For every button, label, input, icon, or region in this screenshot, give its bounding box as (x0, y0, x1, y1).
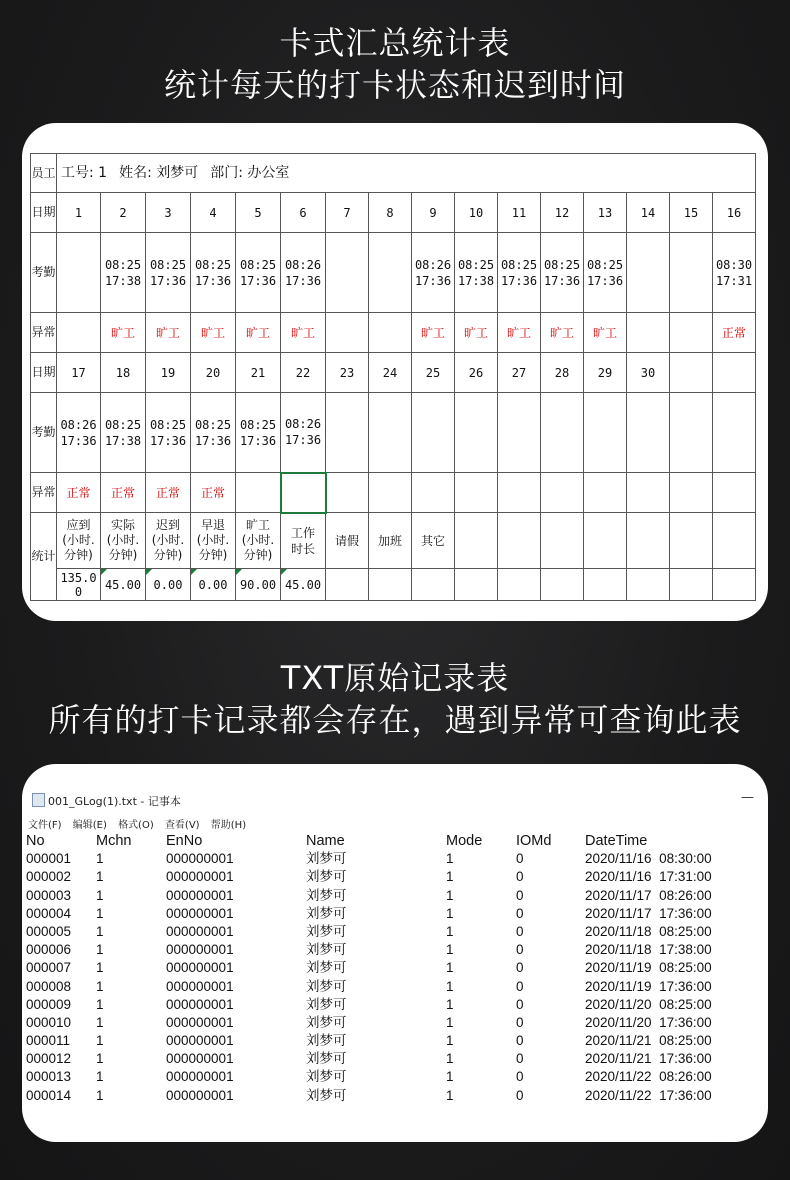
col-enno: 000000001 (166, 869, 234, 885)
status-cell[interactable] (369, 473, 412, 513)
attendance-time-cell[interactable] (670, 233, 713, 313)
date-cell[interactable]: 19 (146, 353, 191, 393)
col-mchn: 1 (96, 851, 104, 867)
col-datetime: 2020/11/17 17:36:00 (585, 905, 712, 921)
stats-value-cell[interactable] (412, 569, 455, 601)
col-datetime: 2020/11/18 17:38:00 (585, 942, 712, 958)
date-row-label[interactable]: 日期 (31, 193, 57, 233)
col-no: 000008 (26, 978, 72, 994)
col-datetime: 2020/11/17 08:26:00 (585, 887, 712, 903)
col-name: 刘梦可 (306, 869, 347, 885)
status-cell[interactable]: 旷工 (498, 313, 541, 353)
attendance-time-cell[interactable]: 08:25 17:36 (584, 233, 627, 313)
col-mode: 1 (446, 996, 454, 1012)
status-cell[interactable] (326, 313, 369, 353)
col-iomd: 0 (516, 1069, 524, 1085)
date-cell[interactable]: 18 (101, 353, 146, 393)
col-datetime: 2020/11/16 08:30:00 (585, 851, 712, 867)
abnormal-row-label[interactable]: 异常 (31, 313, 57, 353)
status-cell[interactable]: 正常 (57, 473, 101, 513)
stats-value-cell[interactable]: 135.0 0 (57, 569, 101, 601)
col-iomd: 0 (516, 996, 524, 1012)
status-cell[interactable]: 旷工 (541, 313, 584, 353)
col-no: 000002 (26, 869, 72, 885)
txt-heading-subtitle: 所有的打卡记录都会存在，遇到异常可查询此表 (48, 701, 742, 739)
col-name-header: Name (306, 833, 345, 849)
date-cell[interactable] (713, 353, 756, 393)
menu-file[interactable]: 文件(F) (28, 820, 62, 831)
col-enno: 000000001 (166, 923, 234, 939)
date-cell[interactable]: 30 (627, 353, 670, 393)
notepad-menu-bar (28, 816, 254, 831)
col-datetime: 2020/11/19 08:25:00 (585, 960, 712, 976)
col-name: 刘梦可 (306, 1087, 347, 1103)
date-cell[interactable]: 20 (191, 353, 236, 393)
attendance-time-cell[interactable]: 08:26 17:36 (281, 233, 326, 313)
menu-view[interactable]: 查看(V) (164, 820, 200, 831)
attendance-row-label[interactable]: 考勤 (31, 393, 57, 473)
col-mode: 1 (446, 960, 454, 976)
date-cell[interactable]: 5 (236, 193, 281, 233)
col-enno: 000000001 (166, 851, 234, 867)
col-no: 000004 (26, 905, 72, 921)
col-mchn: 1 (96, 923, 104, 939)
col-mode: 1 (446, 1069, 454, 1085)
attendance-time-cell[interactable] (541, 393, 584, 473)
status-cell[interactable] (627, 313, 670, 353)
status-cell[interactable]: 正常 (191, 473, 236, 513)
attendance-time-cell[interactable]: 08:25 17:36 (146, 393, 191, 473)
date-cell[interactable]: 15 (670, 193, 713, 233)
date-cell[interactable]: 2 (101, 193, 146, 233)
status-cell[interactable] (498, 473, 541, 513)
attendance-time-cell[interactable]: 08:25 17:36 (541, 233, 584, 313)
col-mode: 1 (446, 1033, 454, 1049)
notepad-title: 001_GLog(1).txt - 记事本 (48, 795, 181, 808)
col-no: 000010 (26, 1014, 72, 1030)
col-datetime: 2020/11/22 17:36:00 (585, 1087, 712, 1103)
col-datetime: 2020/11/20 08:25:00 (585, 996, 712, 1012)
status-cell[interactable]: 旷工 (191, 313, 236, 353)
col-mchn: 1 (96, 942, 104, 958)
date-cell[interactable]: 27 (498, 353, 541, 393)
attendance-time-cell[interactable] (369, 233, 412, 313)
stats-header-cell[interactable]: 请假 (326, 513, 369, 569)
date-cell[interactable]: 26 (455, 353, 498, 393)
attendance-sheet-card (22, 123, 768, 621)
date-row-label[interactable]: 日期 (31, 353, 57, 393)
col-name: 刘梦可 (306, 905, 347, 921)
attendance-time-cell[interactable]: 08:25 17:38 (101, 393, 146, 473)
col-mchn: 1 (96, 1014, 104, 1030)
attendance-time-cell[interactable] (412, 393, 455, 473)
attendance-time-cell[interactable]: 08:25 17:38 (455, 233, 498, 313)
stats-value-cell[interactable] (498, 569, 541, 601)
date-cell[interactable]: 16 (713, 193, 756, 233)
col-datetime: 2020/11/18 08:25:00 (585, 923, 712, 939)
stats-header-cell[interactable] (627, 513, 670, 569)
employee-id: 工号: 1 (61, 165, 108, 181)
col-iomd: 0 (516, 1014, 524, 1030)
minimize-button[interactable]: — (741, 790, 754, 805)
col-name: 刘梦可 (306, 978, 347, 994)
col-enno: 000000001 (166, 1033, 234, 1049)
col-enno-header: EnNo (166, 833, 203, 849)
status-cell[interactable]: 旷工 (584, 313, 627, 353)
col-iomd: 0 (516, 851, 524, 867)
col-enno: 000000001 (166, 942, 234, 958)
summary-heading-subtitle: 统计每天的打卡状态和迟到时间 (163, 66, 626, 104)
attendance-time-cell[interactable]: 08:25 17:36 (236, 233, 281, 313)
col-datetime: 2020/11/19 17:36:00 (585, 978, 712, 994)
attendance-time-cell[interactable] (670, 393, 713, 473)
stats-value-cell[interactable] (455, 569, 498, 601)
txt-heading-title: TXT原始记录表 (280, 659, 510, 697)
col-mchn: 1 (96, 978, 104, 994)
date-cell[interactable]: 9 (412, 193, 455, 233)
stats-header-cell[interactable] (541, 513, 584, 569)
col-no: 000013 (26, 1069, 72, 1085)
abnormal-row-label[interactable]: 异常 (31, 473, 57, 513)
col-mchn: 1 (96, 960, 104, 976)
col-datetime: 2020/11/22 08:26:00 (585, 1069, 712, 1085)
col-mode: 1 (446, 923, 454, 939)
stats-row-label[interactable]: 统计 (31, 513, 57, 601)
menu-format[interactable]: 格式(O) (118, 820, 154, 831)
notepad-file-icon (32, 793, 45, 807)
txt-heading (0, 657, 790, 741)
date-cell[interactable]: 17 (57, 353, 101, 393)
date-cell[interactable]: 10 (455, 193, 498, 233)
date-cell[interactable]: 23 (326, 353, 369, 393)
date-cell[interactable]: 25 (412, 353, 455, 393)
status-cell[interactable] (541, 473, 584, 513)
stats-header-cell[interactable] (498, 513, 541, 569)
stats-header-cell[interactable] (455, 513, 498, 569)
col-no: 000001 (26, 851, 72, 867)
attendance-time-cell[interactable] (584, 393, 627, 473)
col-mode: 1 (446, 887, 454, 903)
col-no: 000009 (26, 996, 72, 1012)
col-no: 000011 (26, 1033, 71, 1049)
col-mchn: 1 (96, 869, 104, 885)
date-cell[interactable]: 28 (541, 353, 584, 393)
menu-help[interactable]: 帮助(H) (210, 820, 247, 831)
col-mchn: 1 (96, 887, 104, 903)
menu-edit[interactable]: 编辑(E) (72, 820, 107, 831)
date-cell[interactable]: 21 (236, 353, 281, 393)
status-cell[interactable] (455, 473, 498, 513)
stats-value-cell[interactable] (584, 569, 627, 601)
attendance-time-cell[interactable] (455, 393, 498, 473)
status-cell[interactable]: 正常 (101, 473, 146, 513)
stats-value-cell[interactable] (369, 569, 412, 601)
status-cell[interactable] (412, 473, 455, 513)
stats-header-cell[interactable]: 旷工 (小时. 分钟) (236, 513, 281, 569)
col-mode: 1 (446, 978, 454, 994)
attendance-time-cell[interactable] (326, 393, 369, 473)
col-datetime: 2020/11/20 17:36:00 (585, 1014, 712, 1030)
date-cell[interactable]: 6 (281, 193, 326, 233)
attendance-time-cell[interactable] (627, 233, 670, 313)
date-cell[interactable]: 24 (369, 353, 412, 393)
col-mode: 1 (446, 1014, 454, 1030)
stats-header-cell[interactable]: 加班 (369, 513, 412, 569)
status-cell[interactable] (369, 313, 412, 353)
status-cell[interactable]: 旷工 (281, 313, 326, 353)
attendance-time-cell[interactable]: 08:25 17:36 (191, 393, 236, 473)
col-iomd: 0 (516, 923, 524, 939)
status-cell[interactable]: 旷工 (412, 313, 455, 353)
employee-info (57, 154, 756, 193)
stats-value-cell[interactable]: 45.00 (281, 569, 326, 601)
attendance-time-cell[interactable] (713, 393, 756, 473)
col-datetime: 2020/11/16 17:31:00 (585, 869, 712, 885)
col-mchn: 1 (96, 1069, 104, 1085)
col-enno: 000000001 (166, 960, 234, 976)
attendance-row-label[interactable]: 考勤 (31, 233, 57, 313)
stats-value-cell[interactable]: 0.00 (191, 569, 236, 601)
col-no-header: No (26, 833, 45, 849)
date-cell[interactable] (670, 353, 713, 393)
summary-heading (0, 22, 790, 106)
col-iomd: 0 (516, 887, 524, 903)
status-cell[interactable]: 正常 (713, 313, 756, 353)
attendance-time-cell[interactable] (369, 393, 412, 473)
stats-header-cell[interactable]: 早退 (小时. 分钟) (191, 513, 236, 569)
col-iomd: 0 (516, 869, 524, 885)
date-cell[interactable]: 7 (326, 193, 369, 233)
status-cell[interactable] (281, 473, 326, 513)
stats-value-cell[interactable] (541, 569, 584, 601)
stats-value-cell[interactable]: 90.00 (236, 569, 281, 601)
status-cell[interactable]: 旷工 (146, 313, 191, 353)
col-iomd: 0 (516, 1051, 524, 1067)
col-name: 刘梦可 (306, 1033, 347, 1049)
stats-header-cell[interactable] (584, 513, 627, 569)
date-cell[interactable]: 12 (541, 193, 584, 233)
col-iomd: 0 (516, 1087, 524, 1103)
notepad-window (22, 764, 768, 1142)
date-cell[interactable]: 22 (281, 353, 326, 393)
col-no: 000005 (26, 923, 72, 939)
employee-name: 姓名: 刘梦可 (119, 165, 199, 181)
status-cell[interactable] (326, 473, 369, 513)
col-mode: 1 (446, 869, 454, 885)
status-cell[interactable] (584, 473, 627, 513)
stats-value-cell[interactable]: 0.00 (146, 569, 191, 601)
stats-value-cell[interactable] (670, 569, 713, 601)
col-name: 刘梦可 (306, 996, 347, 1012)
col-mode: 1 (446, 1051, 454, 1067)
col-iomd: 0 (516, 905, 524, 921)
col-name: 刘梦可 (306, 1014, 347, 1030)
date-cell[interactable]: 3 (146, 193, 191, 233)
col-mode: 1 (446, 942, 454, 958)
col-mchn: 1 (96, 1087, 104, 1103)
attendance-sheet (30, 153, 756, 601)
col-enno: 000000001 (166, 1051, 234, 1067)
status-cell[interactable] (236, 473, 281, 513)
attendance-time-cell[interactable]: 08:25 17:36 (498, 233, 541, 313)
col-mode-header: Mode (446, 833, 483, 849)
stats-header-cell[interactable] (670, 513, 713, 569)
stats-header-cell[interactable] (713, 513, 756, 569)
stats-header-cell[interactable]: 应到 (小时. 分钟) (57, 513, 101, 569)
col-datetime: 2020/11/21 08:25:00 (585, 1033, 712, 1049)
col-mode: 1 (446, 851, 454, 867)
col-name: 刘梦可 (306, 887, 347, 903)
col-mode: 1 (446, 1087, 454, 1103)
attendance-time-cell[interactable]: 08:26 17:36 (57, 393, 101, 473)
attendance-time-cell[interactable]: 08:25 17:36 (236, 393, 281, 473)
col-no: 000006 (26, 942, 72, 958)
employee-label[interactable]: 员工 (31, 154, 57, 193)
col-datetime-header: DateTime (585, 833, 648, 849)
col-mode: 1 (446, 905, 454, 921)
date-cell[interactable]: 29 (584, 353, 627, 393)
col-mchn: 1 (96, 905, 104, 921)
col-iomd: 0 (516, 978, 524, 994)
col-name: 刘梦可 (306, 942, 347, 958)
col-enno: 000000001 (166, 1014, 234, 1030)
col-iomd: 0 (516, 960, 524, 976)
col-no: 000003 (26, 887, 72, 903)
status-cell[interactable] (713, 473, 756, 513)
col-iomd: 0 (516, 942, 524, 958)
col-iomd-header: IOMd (516, 833, 552, 849)
attendance-time-cell[interactable]: 08:25 17:36 (146, 233, 191, 313)
attendance-time-cell[interactable]: 08:30 17:31 (713, 233, 756, 313)
col-no: 000007 (26, 960, 72, 976)
col-enno: 000000001 (166, 1087, 234, 1103)
status-cell[interactable] (670, 313, 713, 353)
col-name: 刘梦可 (306, 851, 347, 867)
status-cell[interactable] (57, 313, 101, 353)
col-iomd: 0 (516, 1033, 524, 1049)
status-cell[interactable]: 正常 (146, 473, 191, 513)
date-cell[interactable]: 14 (627, 193, 670, 233)
status-cell[interactable] (670, 473, 713, 513)
attendance-time-cell[interactable]: 08:25 17:38 (101, 233, 146, 313)
col-enno: 000000001 (166, 1069, 234, 1085)
date-cell[interactable]: 13 (584, 193, 627, 233)
date-cell[interactable]: 11 (498, 193, 541, 233)
col-name: 刘梦可 (306, 1051, 347, 1067)
col-name: 刘梦可 (306, 960, 347, 976)
stats-value-cell[interactable]: 45.00 (101, 569, 146, 601)
attendance-time-cell[interactable] (57, 233, 101, 313)
date-cell[interactable]: 4 (191, 193, 236, 233)
attendance-time-cell[interactable]: 08:25 17:36 (191, 233, 236, 313)
attendance-time-cell[interactable] (326, 233, 369, 313)
status-cell[interactable]: 旷工 (101, 313, 146, 353)
col-mchn: 1 (96, 996, 104, 1012)
attendance-time-cell[interactable]: 08:26 17:36 (412, 233, 455, 313)
stats-value-cell[interactable] (326, 569, 369, 601)
col-enno: 000000001 (166, 978, 234, 994)
stats-header-cell[interactable]: 实际 (小时. 分钟) (101, 513, 146, 569)
notepad-title-bar (32, 793, 181, 809)
stats-header-cell[interactable]: 工作 时长 (281, 513, 326, 569)
col-mchn: 1 (96, 1033, 104, 1049)
col-mchn-header: Mchn (96, 833, 132, 849)
summary-heading-title: 卡式汇总统计表 (279, 24, 511, 62)
stats-value-cell[interactable] (713, 569, 756, 601)
col-enno: 000000001 (166, 905, 234, 921)
status-cell[interactable]: 旷工 (455, 313, 498, 353)
stats-header-cell[interactable]: 其它 (412, 513, 455, 569)
col-name: 刘梦可 (306, 1069, 347, 1085)
date-cell[interactable]: 1 (57, 193, 101, 233)
col-no: 000014 (26, 1087, 72, 1103)
col-enno: 000000001 (166, 996, 234, 1012)
stats-header-cell[interactable]: 迟到 (小时. 分钟) (146, 513, 191, 569)
status-cell[interactable]: 旷工 (236, 313, 281, 353)
stats-value-cell[interactable] (627, 569, 670, 601)
col-no: 000012 (26, 1051, 72, 1067)
status-cell[interactable] (627, 473, 670, 513)
col-enno: 000000001 (166, 887, 234, 903)
employee-dept: 部门: 办公室 (210, 165, 290, 181)
attendance-time-cell[interactable] (498, 393, 541, 473)
col-mchn: 1 (96, 1051, 104, 1067)
attendance-time-cell[interactable] (627, 393, 670, 473)
col-datetime: 2020/11/21 17:36:00 (585, 1051, 712, 1067)
col-name: 刘梦可 (306, 923, 347, 939)
attendance-time-cell[interactable]: 08:26 17:36 (281, 393, 326, 473)
date-cell[interactable]: 8 (369, 193, 412, 233)
